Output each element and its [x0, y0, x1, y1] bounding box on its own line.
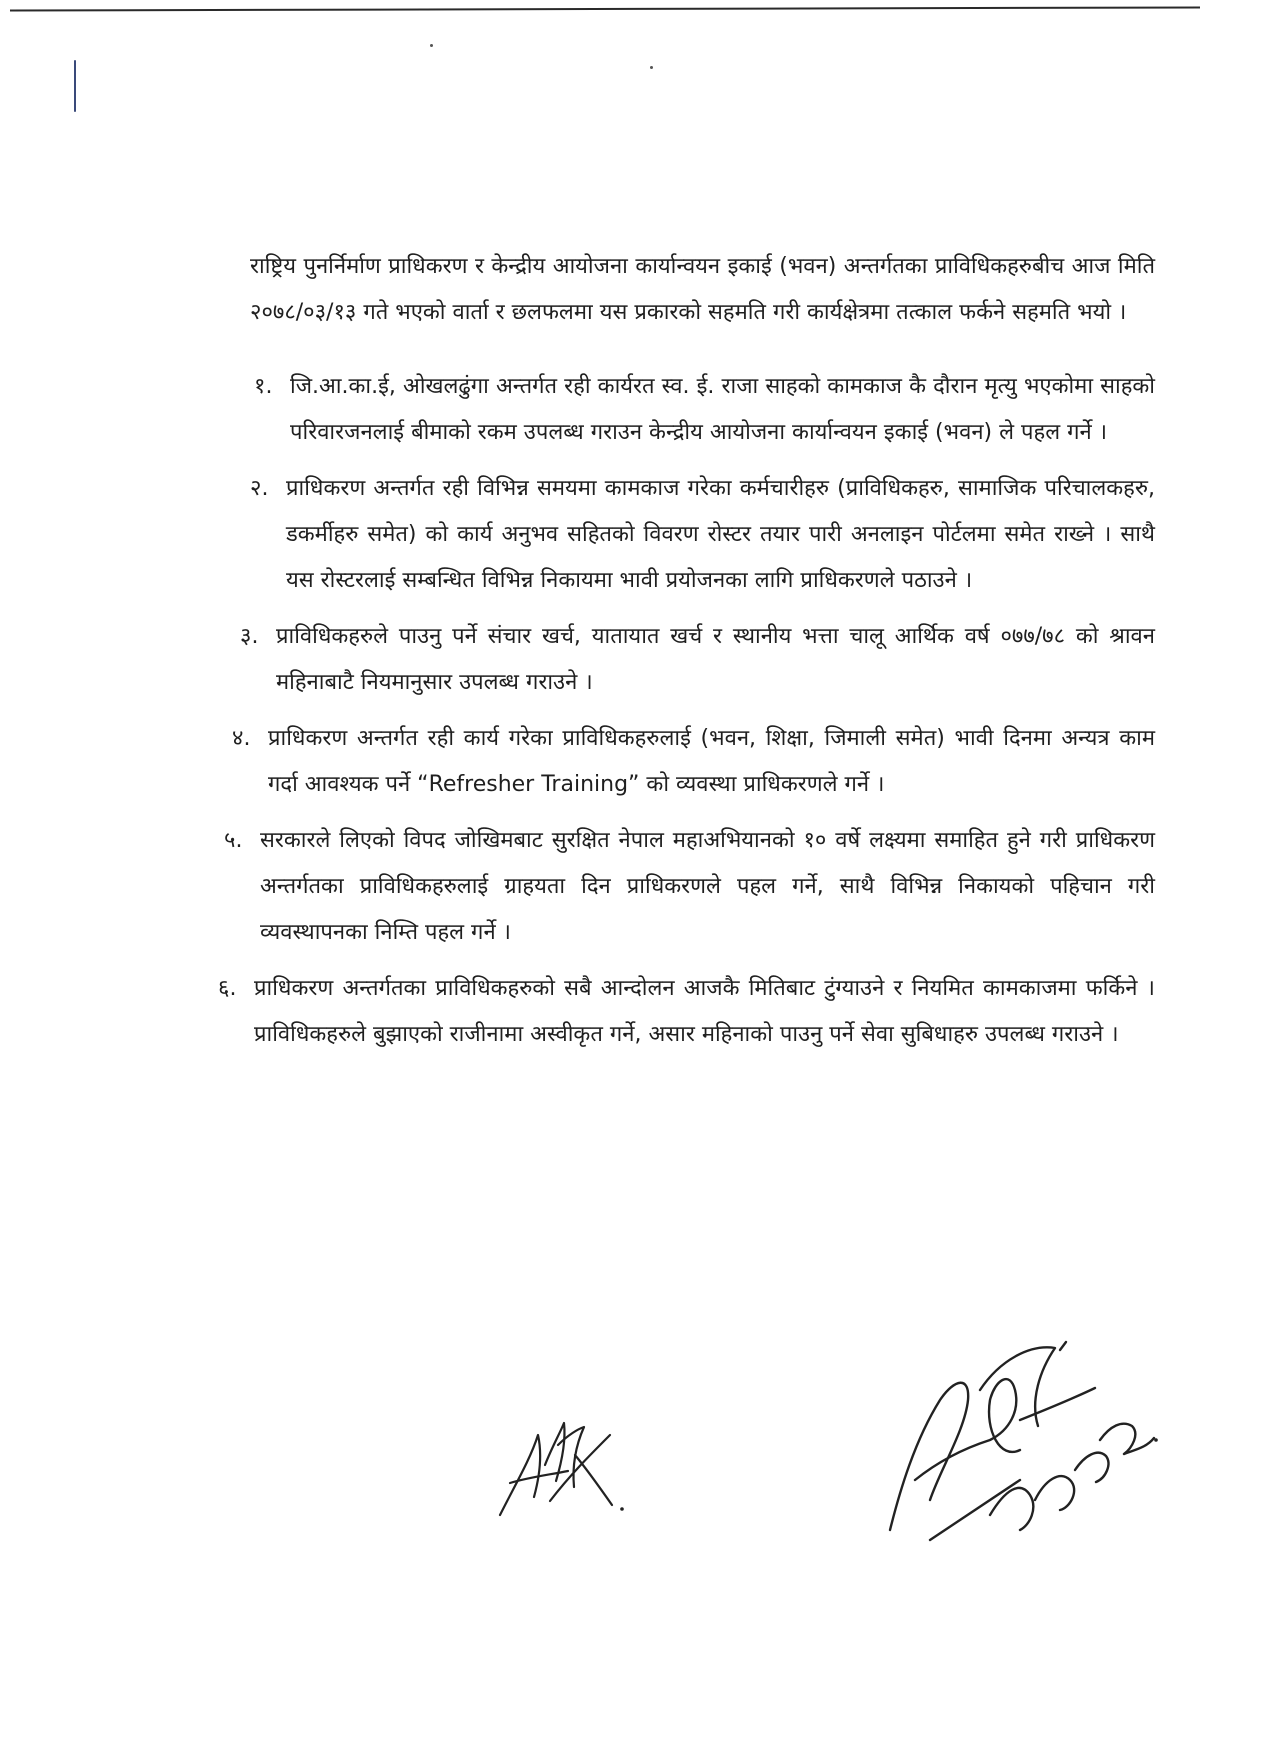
- point-number: १.: [254, 374, 273, 399]
- point-number: ६.: [218, 976, 237, 1001]
- scan-speck: [430, 44, 433, 47]
- point-text: प्राधिकरण अन्तर्गत रही विभिन्न समयमा कामकाज गरेका कर्मचारीहरु (प्राविधिकहरु, सामाजिक परिचालकहरु, डकर्मीहरु समेत) को कार्य अनुभव सहितको विवरण रोस्टर तयार पारी अनलाइन पोर्टलमा समेत राख्ने । साथै यस रोस्टरलाई सम्बन्धित विभिन्न निकायमा भावी प्रयोजनका लागि प्राधिकरणले पठाउने ।: [286, 476, 1155, 593]
- agreement-point: [232, 716, 1155, 808]
- agreement-point: [224, 818, 1155, 956]
- point-text: प्राधिकरण अन्तर्गत रही कार्य गरेका प्राविधिकहरुलाई (भवन, शिक्षा, जिमाली समेत) भावी दिनमा अन्यत्र काम गर्दा आवश्यक पर्ने “Refresher Training” को व्यवस्था प्राधिकरणले गर्ने ।: [268, 726, 1155, 797]
- scan-edge-line: [10, 6, 1200, 11]
- point-number: ३.: [240, 624, 259, 649]
- point-number: २.: [250, 476, 269, 501]
- point-text: प्राविधिकहरुले पाउनु पर्ने संचार खर्च, यातायात खर्च र स्थानीय भत्ता चालू आर्थिक वर्ष ०७७/७८ को श्रावन महिनाबाटै नियमानुसार उपलब्ध गराउने ।: [276, 624, 1155, 695]
- agreement-point: [250, 466, 1155, 604]
- agreement-document: [218, 244, 1155, 1068]
- agreement-point: [240, 614, 1155, 706]
- point-text: जि.आ.का.ई, ओखलढुंगा अन्तर्गत रही कार्यरत स्व. ई. राजा साहको कामकाज कै दौरान मृत्यु भएकोमा साहको परिवारजनलाई बीमाको रकम उपलब्ध गराउन केन्द्रीय आयोजना कार्यान्वयन इकाई (भवन) ले पहल गर्ने ।: [290, 374, 1155, 445]
- scan-speck: [650, 66, 653, 69]
- point-number: ५.: [224, 828, 243, 853]
- scan-pen-mark: [74, 60, 76, 112]
- signature-right: [870, 1330, 1170, 1560]
- point-text: सरकारले लिएको विपद जोखिमबाट सुरक्षित नेपाल महाअभियानको १० वर्षे लक्ष्यमा समाहित हुने गरी प्राधिकरण अन्तर्गतका प्राविधिकहरुलाई ग्राहयता दिन प्राधिकरणले पहल गर्ने, साथै विभिन्न निकायको पहिचान गरी व्यवस्थापनका निम्ति पहल गर्ने ।: [260, 828, 1155, 945]
- intro-paragraph: राष्ट्रिय पुनर्निर्माण प्राधिकरण र केन्द्रीय आयोजना कार्यान्वयन इकाई (भवन) अन्तर्गतका प्राविधिकहरुबीच आज मिति २०७८/०३/१३ गते भएको वार्ता र छलफलमा यस प्रकारको सहमति गरी कार्यक्षेत्रमा तत्काल फर्कने सहमति भयो ।: [250, 254, 1155, 325]
- point-number: ४.: [232, 726, 251, 751]
- point-text: प्राधिकरण अन्तर्गतका प्राविधिकहरुको सबै आन्दोलन आजकै मितिबाट टुंग्याउने र नियमित कामकाजमा फर्किने । प्राविधिकहरुले बुझाएको राजीनामा अस्वीकृत गर्ने, असार महिनाको पाउनु पर्ने सेवा सुबिधाहरु उपलब्ध गराउने ।: [254, 976, 1155, 1047]
- signature-left: [490, 1405, 630, 1525]
- agreement-point: [254, 364, 1155, 456]
- agreement-point: [218, 966, 1155, 1058]
- agreement-points-list: [218, 364, 1155, 1058]
